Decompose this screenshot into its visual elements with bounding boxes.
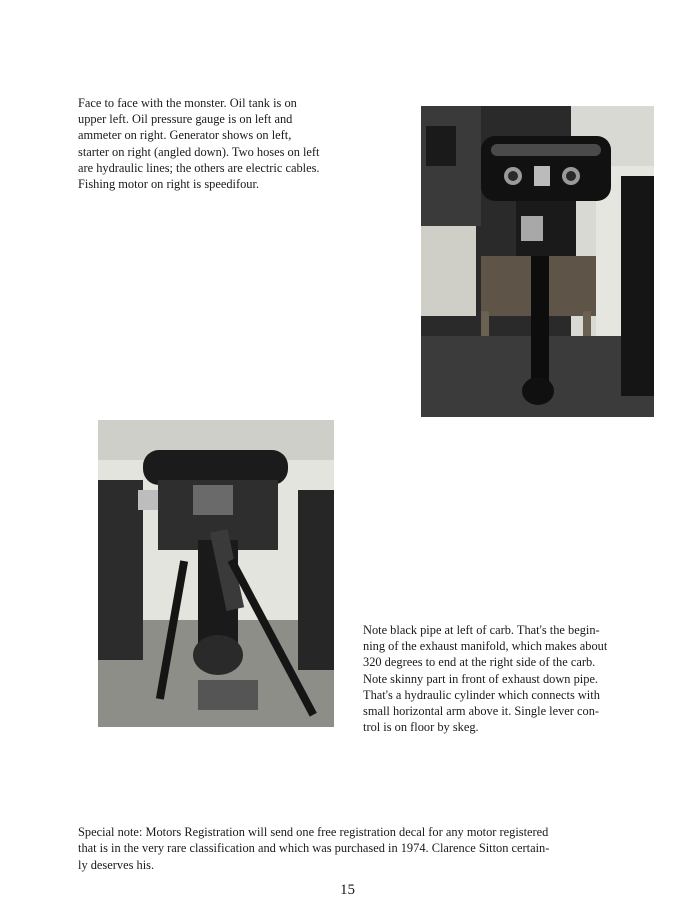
caption-line: Note black pipe at left of carb. That's the begin- [363, 623, 600, 637]
caption-line: Face to face with the monster. Oil tank is on [78, 96, 297, 110]
caption-line: small horizontal arm above it. Single lever con- [363, 704, 600, 719]
special-note-line: that is in the very rare classification and which was purchased in 1974. Clarence Sitton certain- [78, 841, 550, 856]
caption-line: ammeter on right. Generator shows on left, [78, 128, 292, 143]
motor-side-photo [98, 420, 334, 727]
caption-line: are hydraulic lines; the others are electric cables. [78, 160, 320, 175]
caption-line: Note skinny part in front of exhaust down pipe. [363, 671, 599, 686]
caption-line: Fishing motor on right is speedifour. [78, 177, 260, 192]
special-note-line: ly deserves his. [78, 857, 155, 872]
caption-line: That's a hydraulic cylinder which connects with [363, 687, 600, 702]
caption-bottom-photo [363, 622, 668, 735]
caption-top-photo [78, 95, 398, 192]
motor-side-photo-image [98, 420, 334, 727]
caption-line: upper left. Oil pressure gauge is on left and [78, 112, 293, 127]
caption-line: ning of the exhaust manifold, which makes about [363, 639, 608, 654]
page-number: 15 [340, 882, 355, 898]
caption-line: starter on right (angled down). Two hoses on left [78, 144, 320, 159]
special-note-line: Special note: Motors Registration will send one free registration decal for any motor registered [78, 825, 549, 839]
caption-line: 320 degrees to end at the right side of the carb. [363, 655, 596, 670]
caption-line: trol is on floor by skeg. [363, 720, 479, 735]
special-note [78, 824, 678, 873]
motor-front-photo-image [421, 106, 654, 417]
motor-front-photo [421, 106, 654, 417]
